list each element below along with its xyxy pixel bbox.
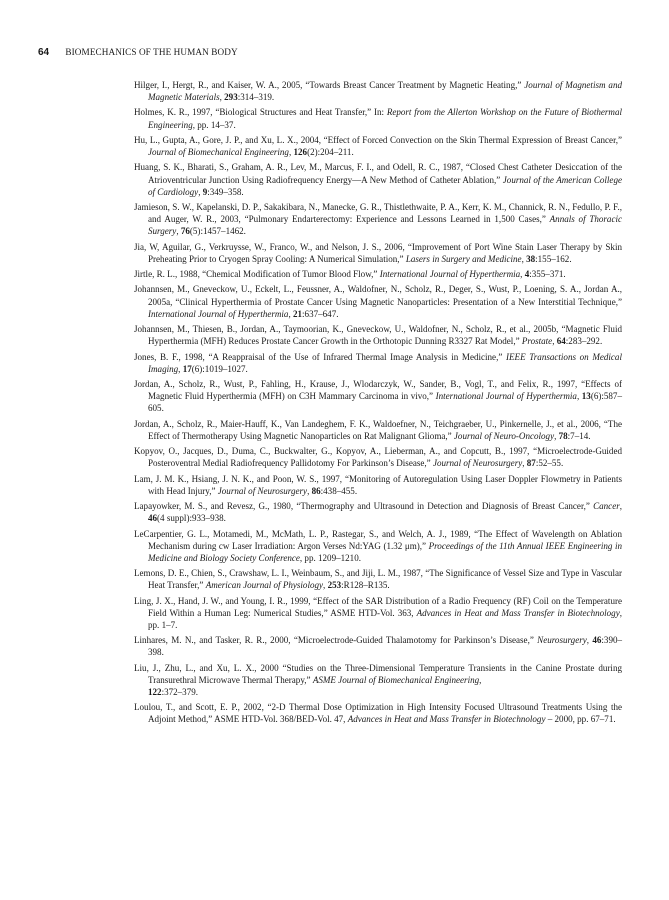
reference-pages: (4 suppl):933–938. xyxy=(157,513,226,524)
reference-authors: Johannsen, M., Thiesen, B., Jordan, A., Taymoorian, K., Gneveckow, U., Waldofner, N., Scholz, R., et al., 2005b, xyxy=(134,324,562,335)
reference-volume: 87 xyxy=(526,458,536,469)
reference-authors: Ling, J. X., Hand, J. W., and Young, I. R., 1999, xyxy=(134,595,314,606)
running-title: BIOMECHANICS OF THE HUMAN BODY xyxy=(65,47,238,57)
reference-source: International Journal of Hyperthermia xyxy=(379,269,521,280)
reference-volume: 38 xyxy=(526,253,536,264)
reference-pages: :637–647. xyxy=(302,308,339,319)
reference-entry: Jones, B. F., 1998, “A Reappraisal of the Use of Infrared Thermal Image Analysis in Medicine,” IEEE Transactions on Medical Imaging, 17(6):1019–1027. xyxy=(134,351,622,374)
reference-pages: :390–398. xyxy=(148,635,623,658)
reference-title: “Towards Breast Cancer Treatment by Magnetic Heating,” xyxy=(305,80,525,90)
reference-entry: Hu, L., Gupta, A., Gore, J. P., and Xu, L. X., 2004, “Effect of Forced Convection on the Skin Thermal Expression of Breast Cancer,” Journal of Biomechanical Engineering, 126(2):204–211. xyxy=(134,134,622,158)
reference-authors: Linhares, M. N., and Tasker, R. R., 2000, xyxy=(134,635,294,646)
reference-authors: Jirtle, R. L., 1988, xyxy=(134,269,203,280)
reference-pages: (6):1019–1027. xyxy=(191,363,248,374)
reference-entry: Kopyov, O., Jacques, D., Duma, C., Buckwalter, G., Kopyov, A., Lieberman, A., and Copcutt, B., 1997, “Microelectrode-Guided Posteroventral Medial Radiofrequency Pallidotomy For Parkinson’s Disease,” Journal of Neurosurgery, 87:52–55. xyxy=(134,446,622,469)
reference-title: “Chemical Modification of Tumor Blood Flow,” xyxy=(202,269,380,280)
reference-authors: Jamieson, S. W., Kapelanski, D. P., Sakakibara, N., Manecke, G. R., Thistlethwaite, P. A., Kerr, K. M., Channick, R. N., Fedullo, P. F., and Auger, W. R., 2003, xyxy=(134,202,622,225)
reference-pages: :155–162. xyxy=(535,253,572,264)
reference-source: Journal of Neurosurgery xyxy=(432,458,523,469)
page-number: 64 xyxy=(38,47,50,58)
reference-title: “Effects of Magnetic Fluid Hyperthermia (MFH) on C3H Mammary Carcinoma in vivo,” xyxy=(148,379,622,402)
reference-entry: Jirtle, R. L., 1988, “Chemical Modification of Tumor Blood Flow,” International Journal of Hyperthermia, 4:355–371. xyxy=(134,269,566,280)
reference-volume: 76 xyxy=(180,226,190,237)
reference-title: “Effect of the SAR Distribution of a Radio Frequency (RF) Coil on the Temperature Field Within a Human Leg: Numerical Studies,” ASME HTD-Vol. 363, xyxy=(148,595,622,618)
reference-title: “Monitoring of Autoregulation Using Laser Doppler Flowmetry in Patients with Head Injury,” xyxy=(148,473,622,496)
reference-source: International Journal of Hyperthermia xyxy=(148,308,289,319)
reference-source: International Journal of Hyperthermia xyxy=(435,391,577,402)
reference-title: “Microelectrode-Guided Thalamotomy for Parkinson’s Disease,” xyxy=(293,635,538,646)
reference-volume: 253 xyxy=(327,580,342,591)
reference-pages: , pp. 14–37. xyxy=(192,119,236,130)
reference-authors: Jia, W, Aguilar, G., Verkruysse, W., Franco, W., and Nelson, J. S., 2006, xyxy=(134,241,408,252)
reference-pages: , pp. 1–7. xyxy=(148,607,622,630)
reference-title: “The Significance of Vessel Size and Type in Vascular Heat Transfer,” xyxy=(148,568,622,591)
reference-entry: Huang, S. K., Bharati, S., Graham, A. R., Lev, M., Marcus, F. I., and Odell, R. C., 1987, “Closed Chest Catheter Desiccation of the Atrioventricular Junction Using Radiofrequency Energy—A New Method of Catheter Ablation,” Journal of the American College of Cardiology, 9:349–358. xyxy=(134,162,623,197)
reference-pages: (2):204–211. xyxy=(307,147,354,158)
reference-pages: :438–455. xyxy=(320,485,358,496)
reference-entry: Jordan, A., Scholz, R., Maier-Hauff, K., Van Landeghem, F. K., Waldoefner, N., Teichgraeber, U., Pinkernelle, J., et al., 2006, “The Effect of Thermotherapy Using Magnetic Nanoparticles on Rat Malignant Glioma,” Journal of Neuro-Oncology, 78:7–14. xyxy=(134,418,622,441)
reference-authors: Loulou, T., and Scott, E. P., 2002, xyxy=(134,702,268,713)
reference-authors: Holmes, K. R., 1997, xyxy=(134,107,216,118)
reference-volume: 21 xyxy=(293,308,303,319)
reference-source: Prostate xyxy=(521,336,553,347)
reference-authors: Hilger, I., Hergt, R., and Kaiser, W. A., 2005, xyxy=(134,80,306,90)
reference-volume: 4 xyxy=(524,269,530,280)
reference-pages: :R128–R135. xyxy=(341,580,390,591)
reference-entry: Lemons, D. E., Chien, S., Crawshaw, L. I., Weinbaum, S., and Jiji, L. M., 1987, “The Significance of Vessel Size and Type in Vascular Heat Transfer,” American Journal of Physiology, 253:R128–R135. xyxy=(134,568,622,591)
reference-title: “Microelectrode-Guided Posteroventral Medial Radiofrequency Pallidotomy For Parkinson’s Disease,” xyxy=(148,446,622,469)
reference-title: “Effect of Forced Convection on the Skin Thermal Expression of Breast Cancer,” xyxy=(323,134,622,145)
reference-authors: Hu, L., Gupta, A., Gore, J. P., and Xu, L. X., 2004, xyxy=(134,134,324,145)
reference-entry: Lam, J. M. K., Hsiang, J. N. K., and Poon, W. S., 1997, “Monitoring of Autoregulation Using Laser Doppler Flowmetry in Patients with Head Injury,” Journal of Neurosurgery, 86:438–455. xyxy=(134,473,622,496)
reference-list xyxy=(134,79,622,729)
reference-entry xyxy=(134,701,622,725)
reference-entry: Jordan, A., Scholz, R., Wust, P., Fahling, H., Krause, J., Wlodarczyk, W., Sander, B., Vogl, T., and Felix, R., 1997, “Effects of Magnetic Fluid Hyperthermia (MFH) on C3H Mammary Carcinoma in vivo,” International Journal of Hyperthermia, 13(6):587–605. xyxy=(134,379,622,414)
reference-pages: – 2000, pp. 67–71. xyxy=(545,714,616,725)
reference-volume: 86 xyxy=(311,485,321,496)
reference-source: American Journal of Physiology xyxy=(205,580,324,591)
reference-entry: Hilger, I., Hergt, R., and Kaiser, W. A., 2005, “Towards Breast Cancer Treatment by Magnetic Heating,” Journal of Magnetism and Magnetic Materials, 293:314–319. xyxy=(134,80,622,103)
reference-source: Journal of Biomechanical Engineering xyxy=(148,147,289,158)
reference-volume: 293 xyxy=(224,92,238,103)
reference-source: Advances in Heat and Mass Transfer in Biotechnology xyxy=(416,607,620,618)
reference-pages: :349–358. xyxy=(207,186,244,197)
reference-title: “Clinical Hyperthermia of Prostate Cancer Using Magnetic Nanoparticles: Presentation of a New Interstitial Technique,” xyxy=(175,296,622,307)
reference-title: “Closed Chest Catheter Desiccation of the Atrioventricular Junction Using Radiofrequency Energy—A New Method of Catheter Ablation,” xyxy=(148,162,623,185)
reference-pages: (5):1457–1462. xyxy=(189,226,246,237)
reference-authors: LeCarpentier, G. L., Motamedi, M., McMath, L. P., Rastegar, S., and Welch, A. J., 1989, xyxy=(134,528,475,539)
reference-pages: (6):587–605. xyxy=(148,391,622,414)
reference-volume: 9 xyxy=(202,186,208,197)
reference-authors: Kopyov, O., Jacques, D., Duma, C., Buckwalter, G., Kopyov, A., Lieberman, A., and Copcutt, B., 1997, xyxy=(134,446,534,457)
reference-pages: , pp. 1209–1210. xyxy=(299,552,361,563)
reference-source: Proceedings of the 11th Annual IEEE Engineering in Medicine and Biology Society Conference xyxy=(148,540,623,563)
reference-source: Journal of the American College of Cardiology xyxy=(148,174,622,197)
reference-authors: Jordan, A., Scholz, R., Wust, P., Fahling, H., Krause, J., Wlodarczyk, W., Sander, B., Vogl, T., and Felix, R., 1997, xyxy=(134,379,582,390)
reference-entry: Liu, J., Zhu, L., and Xu, L. X., 2000 “Studies on the Three-Dimensional Temperature Transients in the Canine Prostate during Transurethral Microwave Thermal Therapy,” ASME Journal of Biomechanical Engineering, 122:372–379. xyxy=(134,662,622,697)
reference-title: “A Reappraisal of the Use of Infrared Thermal Image Analysis in Medicine,” xyxy=(208,351,506,362)
reference-entry xyxy=(134,106,622,130)
reference-authors: Lam, J. M. K., Hsiang, J. N. K., and Poon, W. S., 1997, xyxy=(134,473,345,484)
reference-pages: :372–379. xyxy=(161,686,199,697)
reference-title: “Biological Structures and Heat Transfer,” In: xyxy=(215,107,387,118)
reference-pages: :355–371. xyxy=(529,269,566,280)
reference-title: “Improvement of Port Wine Stain Laser Therapy by Skin Preheating Prior to Cryogen Spray Cooling: A Numerical Simulation,” xyxy=(148,241,622,264)
reference-authors: Liu, J., Zhu, L., and Xu, L. X., 2000 xyxy=(134,662,283,673)
reference-volume: 126 xyxy=(293,147,308,158)
reference-title: “2-D Thermal Dose Optimization in High Intensity Focused Ultrasound Treatments Using the Adjoint Method,” ASME HTD-Vol. 368/BED-Vol. 47, xyxy=(148,702,622,725)
reference-authors: Jones, B. F., 1998, xyxy=(134,351,209,362)
reference-title: “Studies on the Three-Dimensional Temperature Transients in the Canine Prostate during Transurethral Microwave Thermal Therapy,” xyxy=(148,662,622,685)
reference-volume: 46 xyxy=(148,513,158,524)
reference-title: “The Effect of Thermotherapy Using Magnetic Nanoparticles on Rat Malignant Glioma,” xyxy=(148,418,622,441)
reference-title: “The Effect of Wavelength on Ablation Mechanism during cw Laser Irradiation: Argon Verses Nd:YAG (1.32 μm),” xyxy=(148,528,622,551)
reference-entry: Linhares, M. N., and Tasker, R. R., 2000, “Microelectrode-Guided Thalamotomy for Parkinson’s Disease,” Neurosurgery, 46:390–398. xyxy=(134,635,623,658)
reference-entry: Jia, W, Aguilar, G., Verkruysse, W., Franco, W., and Nelson, J. S., 2006, “Improvement of Port Wine Stain Laser Therapy by Skin Preheating Prior to Cryogen Spray Cooling: A Numerical Simulation,” Lasers in Surgery and Medicine, 38:155–162. xyxy=(134,241,622,264)
reference-source: Neurosurgery xyxy=(537,635,587,646)
reference-source: Journal of Neurosurgery xyxy=(217,485,308,496)
reference-volume: 46 xyxy=(592,635,602,646)
reference-entry: Johannsen, M., Thiesen, B., Jordan, A., Taymoorian, K., Gneveckow, U., Waldofner, N., Scholz, R., et al., 2005b, “Magnetic Fluid Hyperthermia (MFH) Reduces Prostate Cancer Growth in the Orthotopic Dunning R3327 Rat Model,” Prostate, 64:283–292. xyxy=(134,324,622,347)
reference-authors: Jordan, A., Scholz, R., Maier-Hauff, K., Van Landeghem, F. K., Waldoefner, N., Teichgraeber, U., Pinkernelle, J., et al., 2006, xyxy=(134,418,604,429)
reference-authors: Johannsen, M., Gneveckow, U., Eckelt, L., Feussner, A., Waldofner, N., Scholz, R., Deger, S., Wust, P., Loening, S. A., Jordan A., 2005a, xyxy=(134,284,622,307)
reference-title: “Magnetic Fluid Hyperthermia (MFH) Reduces Prostate Cancer Growth in the Orthotopic Dunning R3327 Rat Model,” xyxy=(148,324,622,347)
reference-source: Advances in Heat and Mass Transfer in Biotechnology xyxy=(347,714,546,725)
reference-source: IEEE Transactions on Medical Imaging xyxy=(148,351,622,374)
reference-authors: Lemons, D. E., Chien, S., Crawshaw, L. I., Weinbaum, S., and Jiji, L. M., 1987, xyxy=(134,568,426,579)
reference-volume: 64 xyxy=(556,336,566,347)
reference-entry: Johannsen, M., Gneveckow, U., Eckelt, L., Feussner, A., Waldofner, N., Scholz, R., Deger, S., Wust, P., Loening, S. A., Jordan A., 2005a, “Clinical Hyperthermia of Prostate Cancer Using Magnetic Nanoparticles: Presentation of a New Interstitial Technique,” International Journal of Hyperthermia, 21:637–647. xyxy=(134,284,622,319)
reference-entry: Lapayowker, M. S., and Revesz, G., 1980, “Thermography and Ultrasound in Detection and Diagnosis of Breast Cancer,” Cancer, 46(4 suppl):933–938. xyxy=(134,501,622,524)
reference-volume: 122 xyxy=(148,686,162,697)
reference-source: Journal of Neuro-Oncology xyxy=(453,430,555,441)
reference-volume: 78 xyxy=(558,430,568,441)
reference-title: “Pulmonary Endarterectomy: Experience and Lessons Learned in 1,500 Cases,” xyxy=(244,214,550,225)
reference-source: Lasers in Surgery and Medicine xyxy=(405,253,522,264)
reference-source: Annals of Thoracic Surgery xyxy=(148,214,622,237)
reference-source: Cancer xyxy=(593,501,620,512)
reference-authors: Lapayowker, M. S., and Revesz, G., 1980, xyxy=(134,501,297,512)
reference-volume: 17 xyxy=(182,363,192,374)
running-header xyxy=(38,47,238,58)
reference-entry xyxy=(134,595,622,631)
reference-authors: Huang, S. K., Bharati, S., Graham, A. R., Lev, M., Marcus, F. I., and Odell, R. C., 1987, xyxy=(134,162,466,173)
reference-entry xyxy=(134,528,622,564)
reference-pages: :52–55. xyxy=(535,458,564,469)
reference-source: Journal of Magnetism and Magnetic Materials xyxy=(148,80,622,103)
reference-pages: :314–319. xyxy=(237,92,275,103)
reference-pages: :283–292. xyxy=(565,336,603,347)
reference-entry: Jamieson, S. W., Kapelanski, D. P., Sakakibara, N., Manecke, G. R., Thistlethwaite, P. A., Kerr, K. M., Channick, R. N., Fedullo, P. F., and Auger, W. R., 2003, “Pulmonary Endarterectomy: Experience and Lessons Learned in 1,500 Cases,” Annals of Thoracic Surgery, 76(5):1457–1462. xyxy=(134,202,622,237)
reference-source: Report from the Allerton Workshop on the Future of Biothermal Engineering xyxy=(148,107,622,130)
reference-source: ASME Journal of Biomechanical Engineering xyxy=(312,674,480,685)
reference-pages: :7–14. xyxy=(567,430,591,441)
reference-volume: 13 xyxy=(581,391,591,402)
reference-title: “Thermography and Ultrasound in Detection and Diagnosis of Breast Cancer,” xyxy=(296,501,594,512)
